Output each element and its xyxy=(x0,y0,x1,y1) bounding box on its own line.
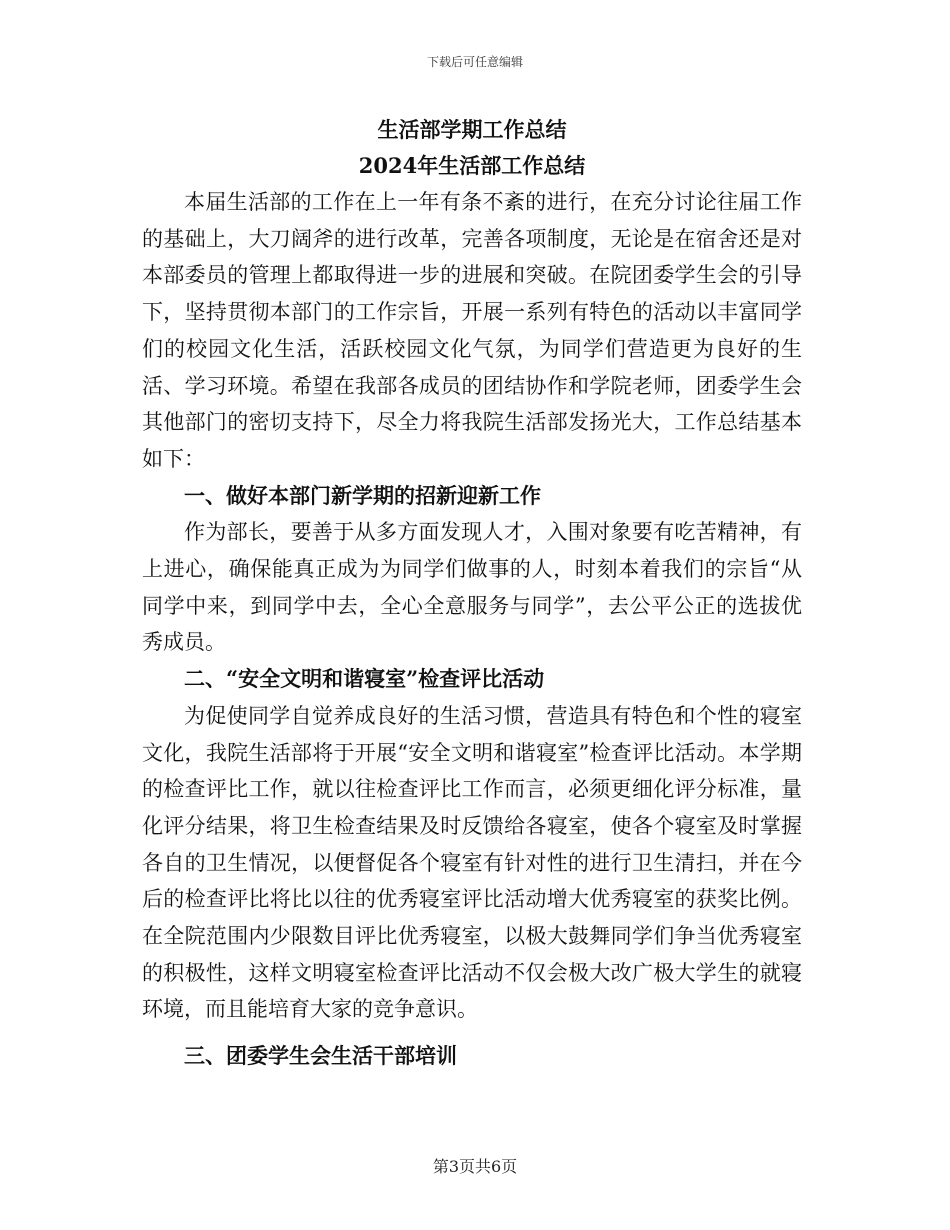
page-number: 第3页共6页 xyxy=(432,1157,518,1176)
document-subtitle: 2024年生活部工作总结 xyxy=(358,153,586,178)
document-content xyxy=(142,110,802,1075)
intro-paragraph: 本届生活部的工作在上一年有条不紊的进行，在充分讨论往届工作的基础上，大刀阔斧的进行改革，完善各项制度，无论是在宿舍还是对本部委员的管理上都取得进一步的进展和突破。在院团委学生会的引导下，坚持贯彻本部门的工作宗旨，开展一系列有特色的活动以丰富同学们的校园文化生活，活跃校园文化气氛，为同学们营造更为良好的生活、学习环境。希望在我部各成员的团结协作和学院老师，团委学生会其他部门的密切支持下，尽全力将我院生活部发扬光大，工作总结基本如下： xyxy=(142,190,802,471)
document-title: 生活部学期工作总结 xyxy=(377,117,567,142)
section-heading-1: 一、做好本部门新学期的招新迎新工作 xyxy=(184,482,541,508)
section-heading-3: 三、团委学生会生活干部培训 xyxy=(184,1043,457,1069)
section-heading-2: 二、“安全文明和谐寝室”检查评比活动 xyxy=(184,666,545,692)
section-body-2: 为促使同学自觉养成良好的生活习惯，营造具有特色和个性的寝室文化，我院生活部将于开展“安全文明和谐寝室”检查评比活动。本学期的检查评比工作，就以往检查评比工作而言，必须更细化评分标准，量化评分结果，将卫生检查结果及时反馈给各寝室，使各个寝室及时掌握各自的卫生情况，以便督促各个寝室有针对性的进行卫生清扫，并在今后的检查评比将比以往的优秀寝室评比活动增大优秀寝室的获奖比例。在全院范围内少限数目评比优秀寝室，以极大鼓舞同学们争当优秀寝室的积极性，这样文明寝室检查评比活动不仅会极大改广极大学生的就寝环境，而且能培育大家的竞争意识。 xyxy=(142,703,802,1022)
section-body-1: 作为部长，要善于从多方面发现人才，入围对象要有吃苦精神，有上进心，确保能真正成为为同学们做事的人，时刻本着我们的宗旨“从同学中来，到同学中去，全心全意服务与同学”，去公平公正的选拔优秀成员。 xyxy=(142,520,802,655)
page-header-note: 下载后可任意编辑 xyxy=(426,55,523,69)
